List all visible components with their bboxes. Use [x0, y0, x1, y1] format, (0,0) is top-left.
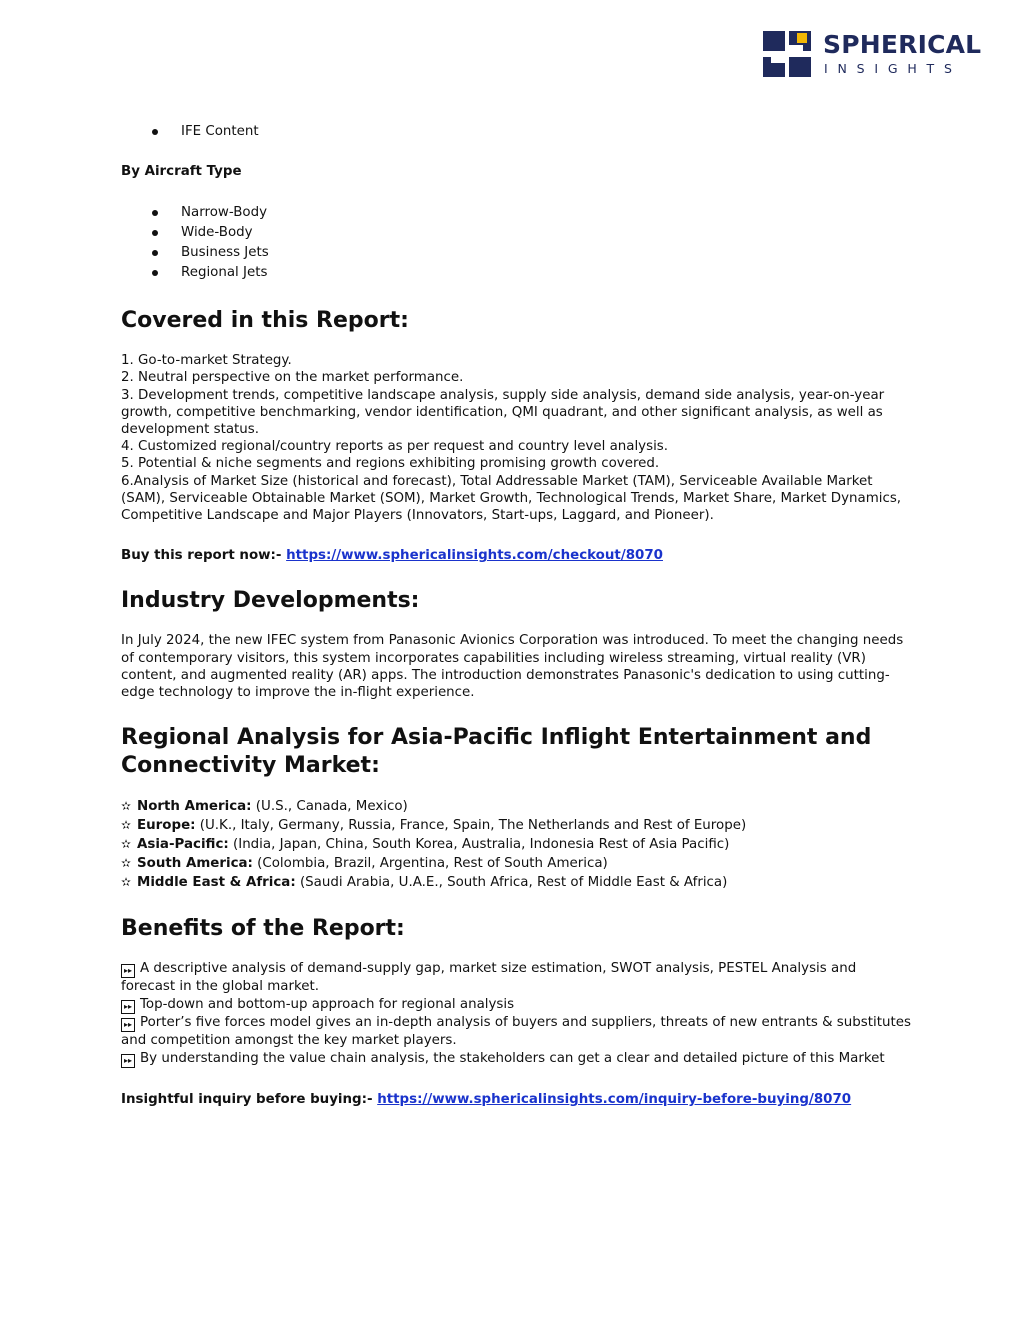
- document-body: [121, 122, 911, 1109]
- list-item: [121, 223, 911, 243]
- region-name: Europe:: [137, 818, 196, 834]
- region-item: [121, 873, 911, 892]
- region-item: [121, 835, 911, 854]
- benefit-text: Top-down and bottom-up approach for regional analysis: [140, 997, 515, 1013]
- benefit-text: A descriptive analysis of demand-supply gap, market size estimation, SWOT analysis, PESTEL Analysis and forecast in the global market.: [121, 961, 857, 995]
- brand-logo: [763, 30, 982, 78]
- aircraft-type-heading: By Aircraft Type: [121, 164, 242, 179]
- list-item: [121, 122, 911, 142]
- star-icon: ✫: [121, 837, 132, 852]
- list-item: [121, 263, 911, 283]
- covered-item: 3. Development trends, competitive landscape analysis, supply side analysis, demand side analysis, year-on-year growth, competitive benchmarking, vendor identification, QMI quadrant, and other significant analysis, as well as development status.: [121, 387, 885, 438]
- region-detail: (Saudi Arabia, U.A.E., South Africa, Rest of Middle East & Africa): [295, 875, 728, 891]
- benefits-list: [121, 960, 911, 1068]
- list-item-label: IFE Content: [181, 124, 259, 139]
- benefit-item: [121, 960, 911, 996]
- benefits-heading: Benefits of the Report:: [121, 916, 405, 942]
- benefit-text: By understanding the value chain analysis, the stakeholders can get a clear and detailed picture of this Market: [140, 1051, 885, 1067]
- fast-forward-icon: ▸▸: [121, 964, 135, 978]
- aircraft-type-list: [121, 203, 911, 283]
- logo-mark-icon: [763, 31, 815, 77]
- list-item: [121, 243, 911, 263]
- region-detail: (U.S., Canada, Mexico): [251, 799, 408, 815]
- inquiry-line: [121, 1091, 911, 1109]
- region-name: North America:: [137, 799, 252, 815]
- covered-item: 2. Neutral perspective on the market performance.: [121, 370, 464, 386]
- covered-list: [121, 352, 911, 524]
- covered-item: 5. Potential & niche segments and regions exhibiting promising growth covered.: [121, 456, 660, 472]
- bullet-icon: [152, 210, 158, 216]
- list-item-label: Business Jets: [181, 245, 269, 261]
- regional-heading: Regional Analysis for Asia-Pacific Inflight Entertainment and Connectivity Market:: [121, 725, 872, 779]
- benefit-item: [121, 1050, 911, 1068]
- buy-line: [121, 547, 911, 564]
- bullet-icon: [152, 129, 158, 135]
- region-detail: (Colombia, Brazil, Argentina, Rest of South America): [252, 856, 608, 872]
- top-list: [121, 122, 911, 142]
- star-icon: ✫: [121, 799, 132, 814]
- region-detail: (U.K., Italy, Germany, Russia, France, Spain, The Netherlands and Rest of Europe): [195, 818, 747, 834]
- inquiry-label: Insightful inquiry before buying:-: [121, 1092, 378, 1108]
- covered-item: 6.Analysis of Market Size (historical and forecast), Total Addressable Market (TAM), Serviceable Available Market (SAM), Serviceable Obtainable Market (SOM), Market Growth, Technological Trends, Market Share, Market Dynamics, Competitive Landscape and Major Players (Innovators, Start-ups, Laggard, and Pioneer).: [121, 473, 902, 524]
- bullet-icon: [152, 230, 158, 236]
- developments-text: In July 2024, the new IFEC system from Panasonic Avionics Corporation was introduced. To meet the changing needs of contemporary visitors, this system incorporates capabilities including wireless streaming, virtual reality (VR) content, and augmented reality (AR) apps. The introduction demonstrates Panasonic's dedication to using cutting-edge technology to improve the in-flight experience.: [121, 633, 904, 701]
- star-icon: ✫: [121, 875, 132, 890]
- brand-name: SPHERICAL: [823, 30, 982, 59]
- developments-heading: Industry Developments:: [121, 588, 420, 614]
- region-name: Asia-Pacific:: [137, 837, 229, 853]
- benefit-text: Porter’s five forces model gives an in-depth analysis of buyers and suppliers, threats of new entrants & substitutes and competition amongst the key market players.: [121, 1015, 911, 1049]
- covered-heading: Covered in this Report:: [121, 308, 409, 334]
- region-item: [121, 854, 911, 873]
- region-item: [121, 816, 911, 835]
- regional-list: [121, 797, 911, 892]
- fast-forward-icon: ▸▸: [121, 1018, 135, 1032]
- bullet-icon: [152, 250, 158, 256]
- inquiry-link[interactable]: https://www.sphericalinsights.com/inquiry-before-buying/8070: [377, 1092, 852, 1108]
- region-detail: (India, Japan, China, South Korea, Australia, Indonesia Rest of Asia Pacific): [228, 837, 730, 853]
- region-name: South America:: [137, 856, 253, 872]
- bullet-icon: [152, 270, 158, 276]
- region-name: Middle East & Africa:: [137, 875, 296, 891]
- list-item: [121, 203, 911, 223]
- star-icon: ✫: [121, 818, 132, 833]
- brand-subtitle: INSIGHTS: [824, 61, 962, 76]
- buy-label: Buy this report now:-: [121, 548, 287, 564]
- benefit-item: [121, 996, 911, 1014]
- fast-forward-icon: ▸▸: [121, 1054, 135, 1068]
- benefit-item: [121, 1014, 911, 1050]
- covered-item: 4. Customized regional/country reports as per request and country level analysis.: [121, 439, 669, 455]
- fast-forward-icon: ▸▸: [121, 1000, 135, 1014]
- region-item: [121, 797, 911, 816]
- list-item-label: Wide-Body: [181, 225, 253, 241]
- buy-link[interactable]: https://www.sphericalinsights.com/checkout/8070: [286, 548, 663, 564]
- star-icon: ✫: [121, 856, 132, 871]
- list-item-label: Narrow-Body: [181, 205, 268, 221]
- covered-item: 1. Go-to-market Strategy.: [121, 353, 292, 369]
- list-item-label: Regional Jets: [181, 265, 268, 281]
